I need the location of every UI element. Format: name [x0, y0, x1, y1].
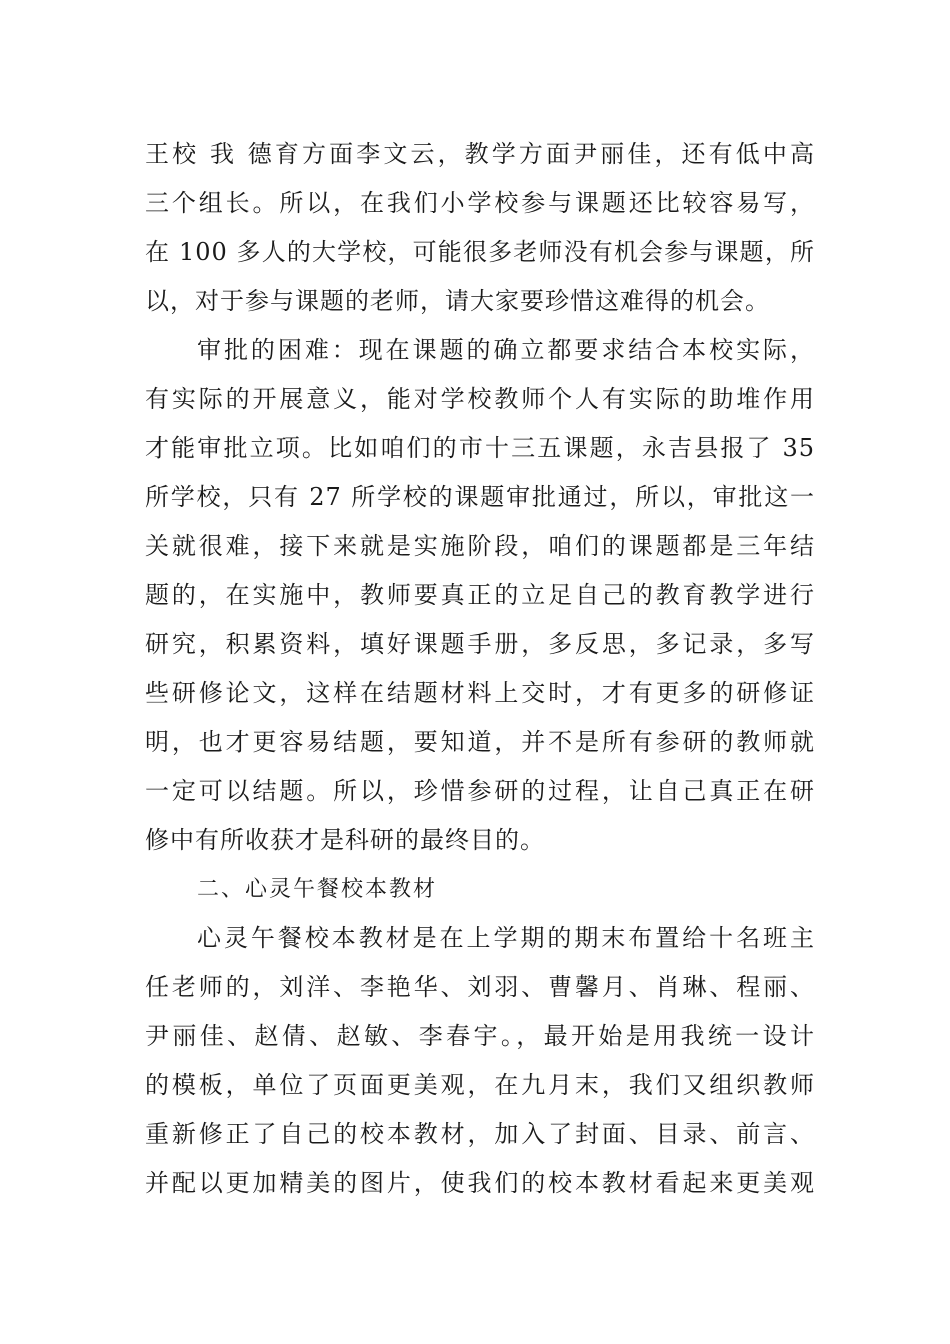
text-line: 任老师的，刘洋、李艳华、刘羽、曹馨月、肖琳、程丽、: [145, 973, 815, 1001]
text-line: 些研修论文，这样在结题材料上交时，才有更多的研修证: [145, 679, 815, 707]
text-line: 研究，积累资料，填好课题手册，多反思，多记录，多写: [145, 630, 815, 658]
document-body: [145, 130, 815, 1208]
text-line: 王校 我 德育方面李文云，教学方面尹丽佳，还有低中高: [145, 140, 815, 168]
text-line: 修中有所收获才是科研的最终目的。: [145, 826, 545, 854]
text-line: 题的，在实施中，教师要真正的立足自己的教育教学进行: [145, 581, 815, 609]
text-line: 一定可以结题。所以，珍惜参研的过程，让自己真正在研: [145, 777, 815, 805]
text-line: 所学校，只有 27 所学校的课题审批通过，所以，审批这一: [145, 483, 815, 511]
paragraph-start-line: 审批的困难：现在课题的确立都要求结合本校实际，: [197, 336, 815, 364]
section-heading: 二、心灵午餐校本教材: [197, 877, 438, 902]
text-line: 才能审批立项。比如咱们的市十三五课题，永吉县报了 35: [145, 434, 815, 462]
text-line: 关就很难，接下来就是实施阶段，咱们的课题都是三年结: [145, 532, 815, 560]
text-line: 在 100 多人的大学校，可能很多老师没有机会参与课题，所: [145, 238, 815, 266]
text-line: 三个组长。所以，在我们小学校参与课题还比较容易写，: [145, 189, 815, 217]
text-line: 重新修正了自己的校本教材，加入了封面、目录、前言、: [145, 1120, 815, 1148]
text-line: 以，对于参与课题的老师，请大家要珍惜这难得的机会。: [145, 287, 770, 315]
paragraph-start-line: 心灵午餐校本教材是在上学期的期末布置给十名班主: [197, 924, 815, 952]
text-line: 的模板，单位了页面更美观，在九月末，我们又组织教师: [145, 1071, 815, 1099]
text-line: 尹丽佳、赵倩、赵敏、李春宇。，最开始是用我统一设计: [145, 1022, 815, 1050]
text-line: 并配以更加精美的图片，使我们的校本教材看起来更美观: [145, 1169, 815, 1197]
text-line: 明，也才更容易结题，要知道，并不是所有参研的教师就: [145, 728, 815, 756]
text-line: 有实际的开展意义，能对学校教师个人有实际的助堆作用: [145, 385, 815, 413]
